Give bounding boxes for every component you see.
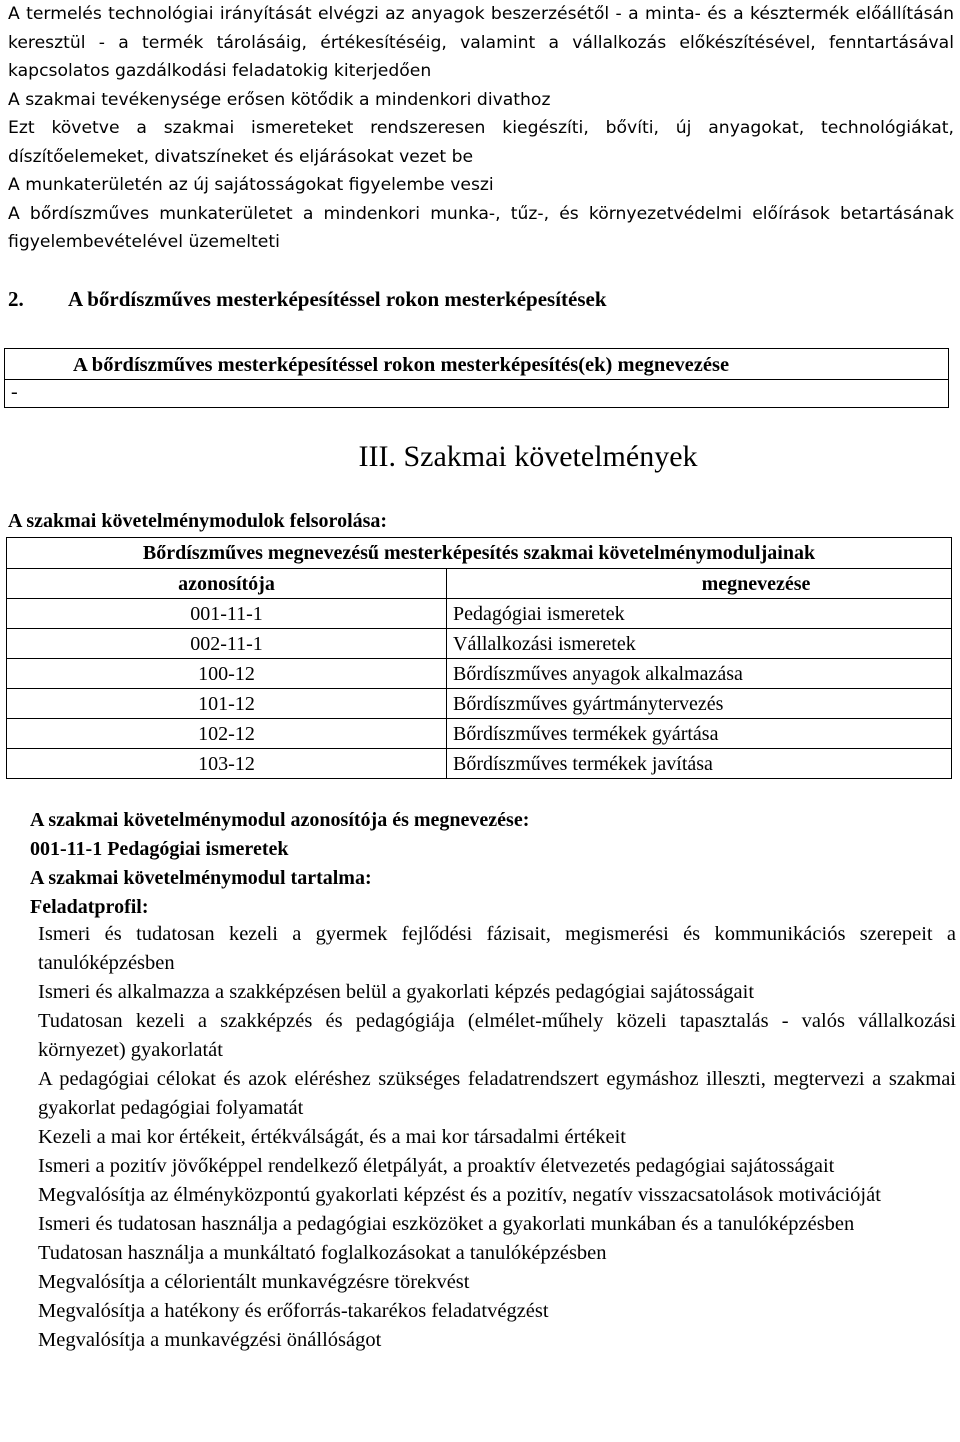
table-row <box>7 599 952 629</box>
module-name: Bőrdíszműves anyagok alkalmazása <box>447 659 952 689</box>
related-table-value: - <box>11 381 18 403</box>
module-id-label: A szakmai követelménymodul azonosítója és megnevezése: <box>30 809 530 831</box>
related-table-header: A bőrdíszműves mesterképesítéssel rokon mesterképesítés(ek) megnevezése <box>73 354 730 376</box>
chapter-title-text: III. Szakmai követelmények <box>358 440 698 473</box>
module-id: 101-12 <box>7 689 447 719</box>
list-item: Kezeli a mai kor értékeit, értékválságát, és a mai kor társadalmi értékeit <box>38 1126 626 1148</box>
list-item: Megvalósítja a célorientált munkavégzésre törekvést <box>38 1271 470 1293</box>
module-id: 100-12 <box>7 659 447 689</box>
intro-paragraph: Ezt követve a szakmai ismereteket rendszeresen kiegészíti, bővíti, új anyagokat, technológiákat, díszítőelemeket, divatszíneket és eljárásokat vezet be <box>8 118 954 167</box>
intro-text <box>8 0 954 257</box>
list-item: Megvalósítja a munkavégzési önállóságot <box>38 1329 382 1351</box>
list-item: Ismeri és tudatosan kezeli a gyermek fejlődési fázisait, megismerési és kommunikációs szerepeit a tanulóképzésben <box>38 923 956 974</box>
column-header-id: azonosítója <box>7 569 447 599</box>
section-number: 2. <box>8 287 24 311</box>
modules-table-title-row <box>7 538 952 569</box>
chapter-title <box>0 440 960 474</box>
table-row <box>7 719 952 749</box>
module-name: Bőrdíszműves gyártmánytervezés <box>447 689 952 719</box>
module-title: 001-11-1 Pedagógiai ismeretek <box>30 838 289 860</box>
list-item: A pedagógiai célokat és azok eléréshez szükséges feladatrendszert egymáshoz illeszti, megtervezi a szakmai gyakorlat pedagógiai folyamatát <box>38 1068 956 1119</box>
intro-paragraph: A szakmai tevékenysége erősen kötődik a mindenkori divathoz <box>8 89 551 110</box>
module-detail-block <box>30 806 529 922</box>
list-item: Tudatosan kezeli a szakképzés és pedagógiája (elmélet-műhely közeli tapasztalás - valós vállalkozási környezet) gyakorlatát <box>38 1010 956 1061</box>
table-row <box>7 749 952 779</box>
section-title: A bőrdíszműves mesterképesítéssel rokon mesterképesítések <box>68 287 607 311</box>
module-name: Bőrdíszműves termékek javítása <box>447 749 952 779</box>
module-name: Bőrdíszműves termékek gyártása <box>447 719 952 749</box>
intro-paragraph: A munkaterületén az új sajátosságokat figyelembe veszi <box>8 175 494 195</box>
task-profile-label: Feladatprofil: <box>30 896 149 918</box>
module-content-label: A szakmai követelménymodul tartalma: <box>30 867 372 889</box>
module-id: 002-11-1 <box>7 629 447 659</box>
modules-table <box>6 537 952 779</box>
list-item: Megvalósítja az élményközpontú gyakorlati képzést és a pozitív, negatív visszacsatolások motivációját <box>38 1184 881 1206</box>
list-item: Ismeri és tudatosan használja a pedagógiai eszközöket a gyakorlati munkában és a tanulóképzésben <box>38 1213 855 1235</box>
table-divider <box>5 379 948 380</box>
module-name: Pedagógiai ismeretek <box>447 599 952 629</box>
module-id: 102-12 <box>7 719 447 749</box>
column-header-name: megnevezése <box>447 569 952 599</box>
modules-table-header-row <box>7 569 952 599</box>
modules-table-title: Bőrdíszműves megnevezésű mesterképesítés szakmai követelménymoduljainak <box>7 538 952 569</box>
section-2-heading <box>8 287 607 312</box>
list-item: Megvalósítja a hatékony és erőforrás-takarékos feladatvégzést <box>38 1300 549 1322</box>
table-row <box>7 629 952 659</box>
task-list <box>38 920 956 1355</box>
related-qualifications-table <box>4 348 949 408</box>
module-name: Vállalkozási ismeretek <box>447 629 952 659</box>
intro-paragraph: A bőrdíszműves munkaterületet a mindenkori munka-, tűz-, és környezetvédelmi előírások betartásának figyelembevételével üzemelteti <box>8 203 954 252</box>
intro-paragraph: A termelés technológiai irányítását elvégzi az anyagok beszerzésétől - a minta- és a késztermék előállításán keresztül - a termék tárolásáig, értékesítéséig, valamint a vállalkozás előkészítésével, fenntartásával kapcsolatos gazdálkodási feladatokig kiterjedően <box>8 4 954 81</box>
list-item: Ismeri a pozitív jövőképpel rendelkező életpályát, a proaktív életvezetés pedagógiai sajátosságait <box>38 1155 835 1177</box>
module-id: 103-12 <box>7 749 447 779</box>
module-id: 001-11-1 <box>7 599 447 629</box>
list-item: Tudatosan használja a munkáltató foglalkozásokat a tanulóképzésben <box>38 1242 607 1264</box>
list-item: Ismeri és alkalmazza a szakképzésen belül a gyakorlati képzés pedagógiai sajátosságait <box>38 981 755 1003</box>
table-row <box>7 689 952 719</box>
table-row <box>7 659 952 689</box>
modules-list-label: A szakmai követelménymodulok felsorolása: <box>8 510 388 532</box>
